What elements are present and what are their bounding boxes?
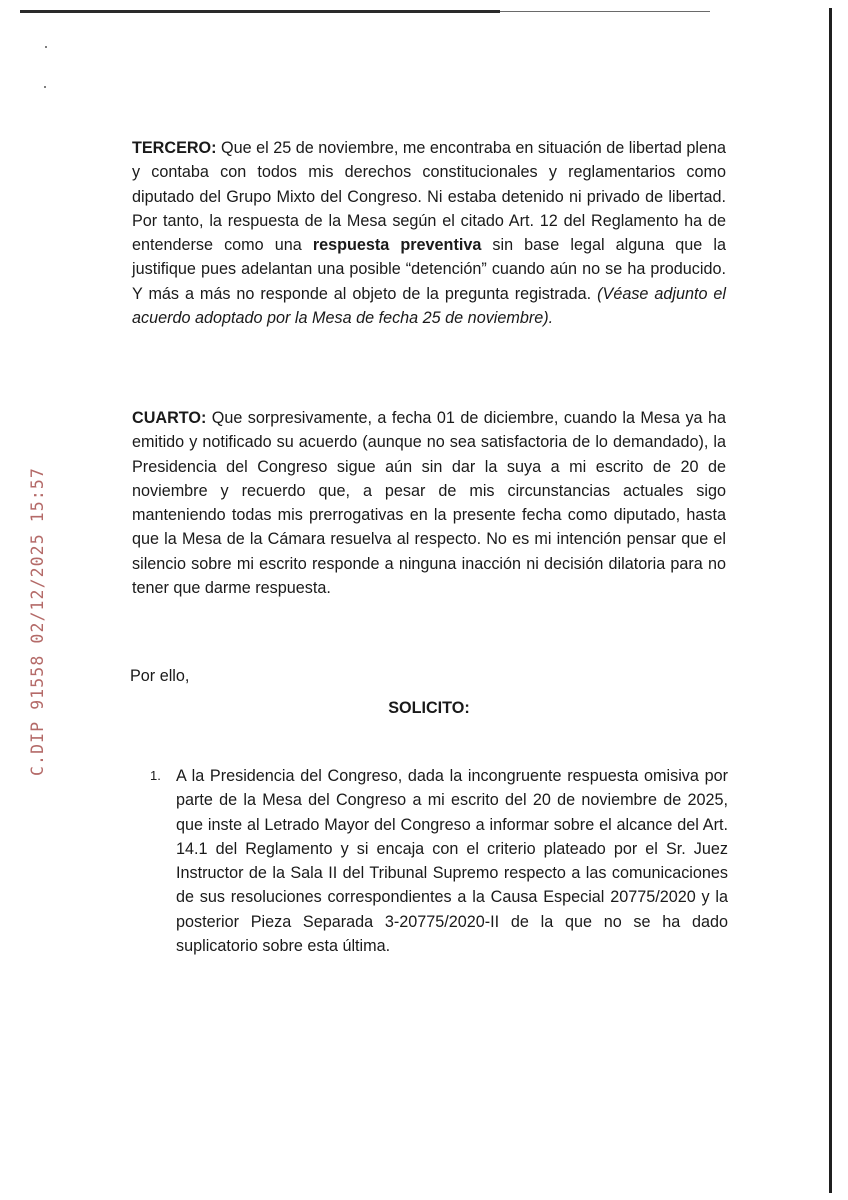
list-item-text: A la Presidencia del Congreso, dada la incongruente respuesta omisiva por parte de la Mesa del Congreso a mi escrito del 20 de noviembre de 2025, que inste al Letrado Mayor del Congreso a informar sobre el alcance del Art. 14.1 del Reglamento y si encaja con el criterio plateado por el Sr. Juez Instructor de la Sala II del Tribunal Supremo respecto a las comunicaciones de sus resoluciones correspondientes a la Causa Especial 20775/2020 y la posterior Pieza Separada 3-20775/2020-II de la que no se ha dado suplicatorio sobre esta última. — [176, 767, 728, 956]
scan-top-border-faint — [500, 11, 710, 12]
tercero-text-1: Que el 25 de noviembre, me encontraba en situación de libertad plena y contaba con todos mis derechos constitucionales y reglamentarios como diputado del Grupo Mixto del Congreso. Ni estaba detenido ni privado de libertad. Por tanto, la respuesta de la Mesa según el citado Art. 12 del Reglamento ha de entenderse como una — [132, 139, 726, 255]
registry-stamp: C.DIP 91558 02/12/2025 15:57 — [28, 467, 47, 776]
requests-list — [150, 764, 728, 958]
tercero-label: TERCERO: — [132, 139, 217, 157]
scan-speck — [45, 46, 47, 48]
scan-speck — [44, 86, 46, 88]
tercero-note: (Véase adjunto el acuerdo adoptado por la Mesa de fecha 25 de noviembre). — [132, 284, 726, 328]
paragraph-tercero — [132, 136, 726, 330]
scan-right-border — [829, 8, 832, 1193]
list-item — [150, 764, 728, 958]
scan-top-border — [20, 10, 500, 13]
solicito-heading: SOLICITO: — [388, 699, 470, 717]
cuarto-label: CUARTO: — [132, 409, 207, 427]
por-ello-line: Por ello, — [130, 667, 190, 685]
tercero-text-2: sin base legal alguna que la justifique pues adelantan una posible “detención” cuando aún no se ha producido. Y más a más no responde al objeto de la pregunta registrada. — [132, 236, 726, 303]
paragraph-cuarto — [132, 406, 726, 600]
tercero-emphasis: respuesta preventiva — [312, 236, 482, 255]
list-item-number: 1. — [150, 768, 161, 783]
cuarto-text: Que sorpresivamente, a fecha 01 de diciembre, cuando la Mesa ya ha emitido y notificado su acuerdo (aunque no sea satisfactoria de lo demandado), la Presidencia del Congreso sigue aún sin dar la suya a mi escrito de 20 de noviembre y recuerdo que, a pesar de mis circunstancias actuales sigo manteniendo todas mis prerrogativas en la presente fecha como diputado, hasta que la Mesa de la Cámara resuelva al respecto. No es mi intención pensar que el silencio sobre mi escrito responde a ninguna inacción ni decisión dilatoria para no tener que darme respuesta. — [132, 409, 726, 598]
